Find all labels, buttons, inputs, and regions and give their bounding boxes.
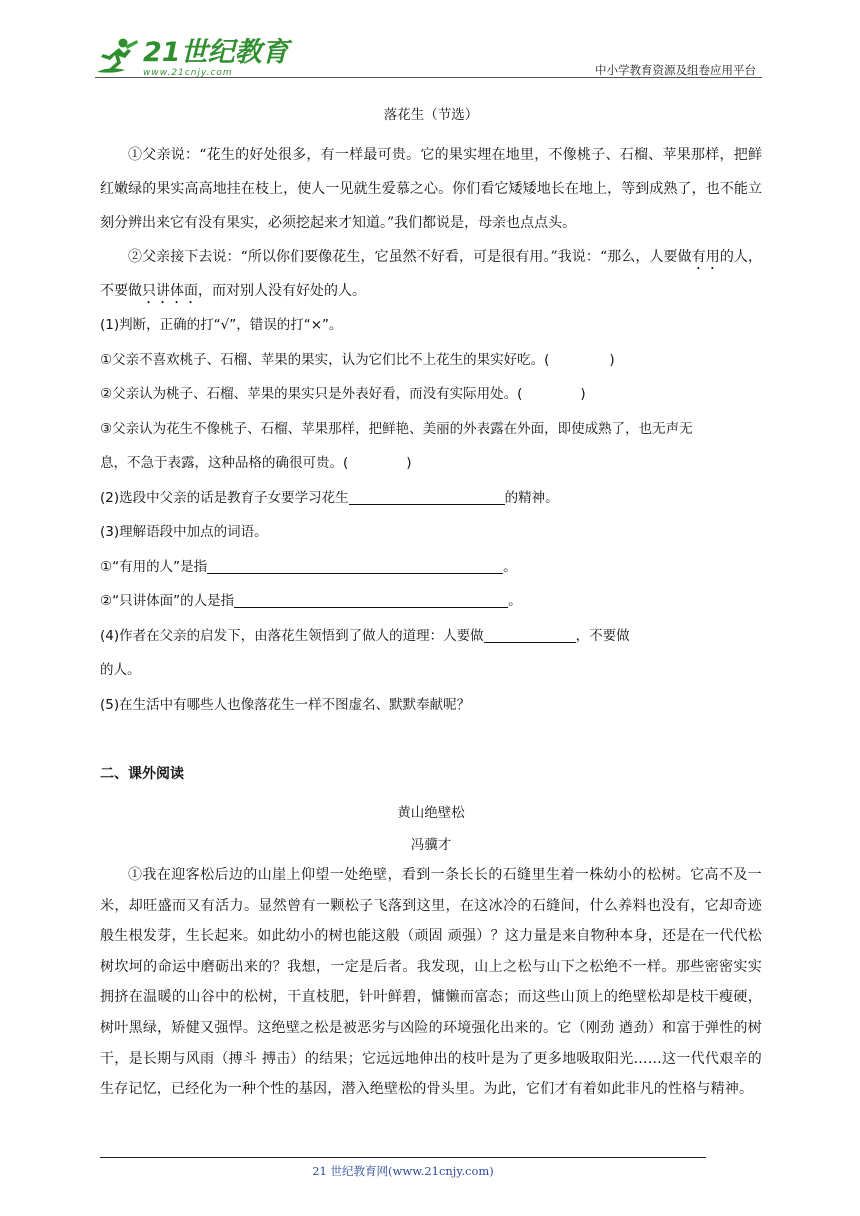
paragraph-text: ②父亲接下去说：“所以你们要像花生，它虽然不好看，可是很有用。”我说：“那么，人要做 xyxy=(128,249,692,265)
question-3-item-1 xyxy=(100,550,762,585)
close-paren: ) xyxy=(406,455,412,471)
question-text: ③父亲认为花生不像桃子、石榴、苹果那样，把鲜艳、美丽的外表露在外面，即使成熟了，也无声无 xyxy=(100,420,693,437)
runner-logo-icon xyxy=(95,36,141,78)
passage-2-paragraph-1: ①我在迎客松后边的山崖上仰望一处绝壁，看到一条长长的石缝里生着一株幼小的松树。它高不及一米，却旺盛而又有活力。显然曾有一颗松子飞落到这里，在这冰冷的石缝间，什么养料也没有，它却奇迹般生根发芽，生长起来。如此幼小的树也能这般（顽固 顽强）？这力量是来自物种本身，还是在一代代松树坎坷的命运中磨砺出来的？我想，一定是后者。我发现，山上之松与山下之松绝不一样。那些密密实实拥挤在温暖的山谷中的松树，干直枝肥，针叶鲜碧，慵懒而富态；而这些山顶上的绝壁松却是枝干瘦硬，树叶黑绿，矫健又强悍。这绝壁之松是被恶劣与凶险的环境强化出来的。它（刚劲 遒劲）和富于弹性的树干，是长期与风雨（搏斗 搏击）的结果；它远远地伸出的枝叶是为了更多地吸取阳光……这一代代艰辛的生存记忆，已经化为一种个性的基因，潜入绝壁松的骨头里。为此，它们才有着如此非凡的性格与精神。 xyxy=(100,867,762,1098)
header-divider xyxy=(95,77,762,78)
answer-blank[interactable] xyxy=(484,624,576,643)
question-2 xyxy=(100,481,762,516)
close-paren: ) xyxy=(580,386,586,402)
question-1-item-3-cont xyxy=(100,446,762,481)
passage-title: 落花生（节选） xyxy=(383,107,479,123)
footer-text[interactable]: 21 世纪教育网(www.21cnjy.com) xyxy=(312,1164,494,1178)
question-text: 息，不急于表露，这种品格的确很可贵。( xyxy=(100,455,349,471)
answer-space[interactable] xyxy=(348,452,406,470)
footer-divider xyxy=(100,1157,706,1158)
close-paren: ) xyxy=(609,351,615,368)
paragraph-text: 的人，不要做 xyxy=(100,249,762,299)
question-text: (4)作者在父亲的启发下，由落花生领悟到了做人的道理：人要做 xyxy=(100,627,484,644)
main-content xyxy=(100,104,762,1105)
question-text: 的精神。 xyxy=(504,489,559,506)
passage-paragraph-2 xyxy=(100,240,762,308)
period: 。 xyxy=(508,593,522,609)
question-text: ②父亲认为桃子、石榴、苹果的果实只是外表好看，而没有实际用处。( xyxy=(100,386,523,402)
question-text: ②“只讲体面”的人是指 xyxy=(100,593,235,609)
question-text: ，不要做 xyxy=(575,627,630,644)
passage-paragraph-1: ①父亲说：“花生的好处很多，有一样最可贵。它的果实埋在地里，不像桃子、石榴、苹果那样，把鲜红嫩绿的果实高高地挂在枝上，使人一见就生爱慕之心。你们看它矮矮地长在地上，等到成熟了，也不能立刻分辨出来它有没有果实，必须挖起来才知道。”我们都说是，母亲也点点头。 xyxy=(100,147,762,231)
question-1-item-1 xyxy=(100,343,762,378)
answer-space[interactable] xyxy=(522,383,580,401)
question-text: (2)选段中父亲的话是教育子女要学习花生 xyxy=(100,489,349,506)
question-1: (1)判断，正确的打“√”，错误的打“×”。 xyxy=(100,317,343,333)
question-5: (5)在生活中有哪些人也像落花生一样不图虚名、默默奉献呢？ xyxy=(100,696,471,713)
answer-blank[interactable] xyxy=(207,555,503,574)
logo-url-text: www.21cnjy.com xyxy=(143,68,233,78)
answer-space[interactable] xyxy=(549,349,609,367)
question-1-item-3 xyxy=(100,412,762,447)
site-logo[interactable] xyxy=(95,34,289,78)
paragraph-text: ，而对别人没有好处的人。 xyxy=(198,283,366,299)
answer-blank[interactable] xyxy=(349,486,505,505)
question-3-item-2 xyxy=(100,584,762,619)
answer-blank[interactable] xyxy=(234,589,508,608)
section-heading: 二、课外阅读 xyxy=(100,766,184,782)
question-1-item-2 xyxy=(100,377,762,412)
period: 。 xyxy=(503,558,517,575)
logo-main-text: 21世纪教育 xyxy=(143,37,289,68)
dotted-word-face: 只讲体面 xyxy=(142,283,198,299)
passage-2-title: 黄山绝壁松 xyxy=(397,805,465,821)
question-text: ①父亲不喜欢桃子、石榴、苹果的果实，认为它们比不上花生的果实好吃。( xyxy=(100,351,550,368)
platform-name: 中小学教育资源及组卷应用平台 xyxy=(595,63,756,77)
question-4-cont: 的人。 xyxy=(100,662,141,678)
question-4 xyxy=(100,619,762,654)
passage-2-author: 冯骥才 xyxy=(410,837,452,853)
logo-text xyxy=(143,38,289,78)
dotted-word-useful: 有用 xyxy=(691,249,720,265)
question-3: (3)理解语段中加点的词语。 xyxy=(100,524,268,540)
question-text: ①“有用的人”是指 xyxy=(100,558,208,575)
